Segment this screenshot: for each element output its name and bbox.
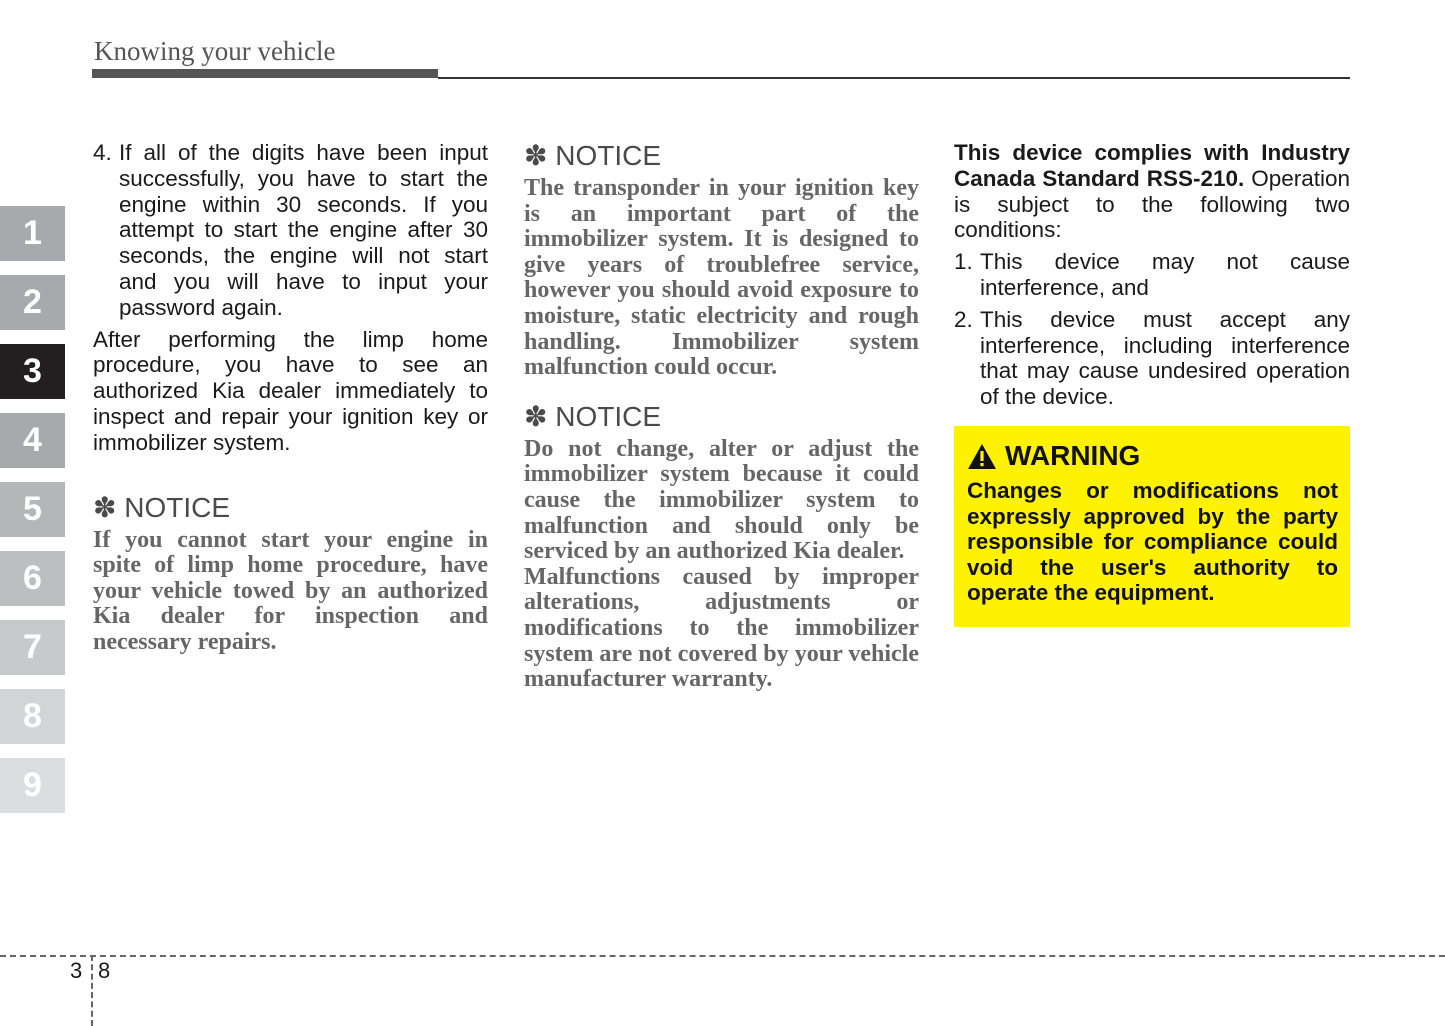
notice-text-malfunctions: Malfunctions caused by improper alterations, adjustments or modifications to the immobilizer system are not covered by your vehicle manufacturer warranty. <box>524 563 919 693</box>
condition-text: This device must accept any interference, including interference that may cause undesired operation of the device. <box>980 306 1350 410</box>
chapter-tabs <box>0 206 65 827</box>
chapter-tab-7[interactable]: 7 <box>0 620 65 675</box>
chapter-tab-4[interactable]: 4 <box>0 413 65 468</box>
notice-text-transponder: The transponder in your ignition key is an important part of the immobilizer system. It is designed to give years of troublefree service, however you should avoid exposure to moisture, static electricity and rough handling. Immobilizer system malfunction could occur. <box>524 175 919 381</box>
condition-text: This device may not cause interference, and <box>980 249 1350 300</box>
step-text: If all of the digits have been input successfully, you have to start the engine within 30 seconds. If you attempt to start the engine after 30 seconds, the engine will not start and you will have to input your password again. <box>119 140 488 320</box>
condition-item <box>954 307 1350 410</box>
page-number: 8 <box>98 958 111 983</box>
chapter-tab-5[interactable]: 5 <box>0 482 65 537</box>
condition-item <box>954 249 1350 301</box>
chapter-tab-2[interactable]: 2 <box>0 275 65 330</box>
header-bar <box>92 69 438 78</box>
column-1 <box>93 140 488 656</box>
notice-heading: ✽ NOTICE <box>524 400 662 432</box>
compliance-intro <box>954 140 1350 243</box>
footer-dashed-divider <box>91 955 93 1026</box>
compliance-conditions-intro: Operation is subject to the following two conditions: <box>954 165 1351 243</box>
chapter-tab-6[interactable]: 6 <box>0 551 65 606</box>
condition-number: 1. <box>954 249 973 275</box>
notice-text: If you cannot start your engine in spite of limp home procedure, have your vehicle towed by an authorized Kia dealer for inspection and necessary repairs. <box>93 526 488 655</box>
warning-heading <box>967 438 1338 474</box>
warning-text: Changes or modifications not expressly approved by the party responsible for compliance could void the user's authority to operate the equipment. <box>967 478 1338 606</box>
condition-number: 2. <box>954 306 973 332</box>
chapter-tab-1[interactable]: 1 <box>0 206 65 261</box>
warning-title: WARNING <box>1005 440 1141 471</box>
warning-triangle-icon <box>967 443 997 470</box>
chapter-tab-9[interactable]: 9 <box>0 758 65 813</box>
header-rule <box>438 77 1350 79</box>
after-limp-home-paragraph: After performing the limp home procedure, you have to see an authorized Kia dealer immediately to inspect and repair your ignition key or immobilizer system. <box>93 326 488 455</box>
notice-heading: ✽ NOTICE <box>93 491 231 523</box>
step-4 <box>93 140 488 321</box>
footer-dashed-rule <box>0 955 1445 957</box>
compliance-statement: This device complies with Industry Canada Standard RSS-210. <box>954 140 1350 191</box>
step-number: 4. <box>93 140 112 165</box>
chapter-tab-8[interactable]: 8 <box>0 689 65 744</box>
notice-text-do-not-alter: Do not change, alter or adjust the immobilizer system because it could cause the immobilizer system to malfunction and should only be serviced by an authorized Kia dealer. <box>524 435 919 565</box>
section-title: Knowing your vehicle <box>94 36 336 66</box>
column-2 <box>524 140 919 693</box>
column-3 <box>954 140 1350 410</box>
warning-box <box>954 426 1350 627</box>
page-section-number: 3 <box>70 958 83 983</box>
notice-heading: ✽ NOTICE <box>524 140 662 171</box>
chapter-tab-3[interactable]: 3 <box>0 344 65 399</box>
